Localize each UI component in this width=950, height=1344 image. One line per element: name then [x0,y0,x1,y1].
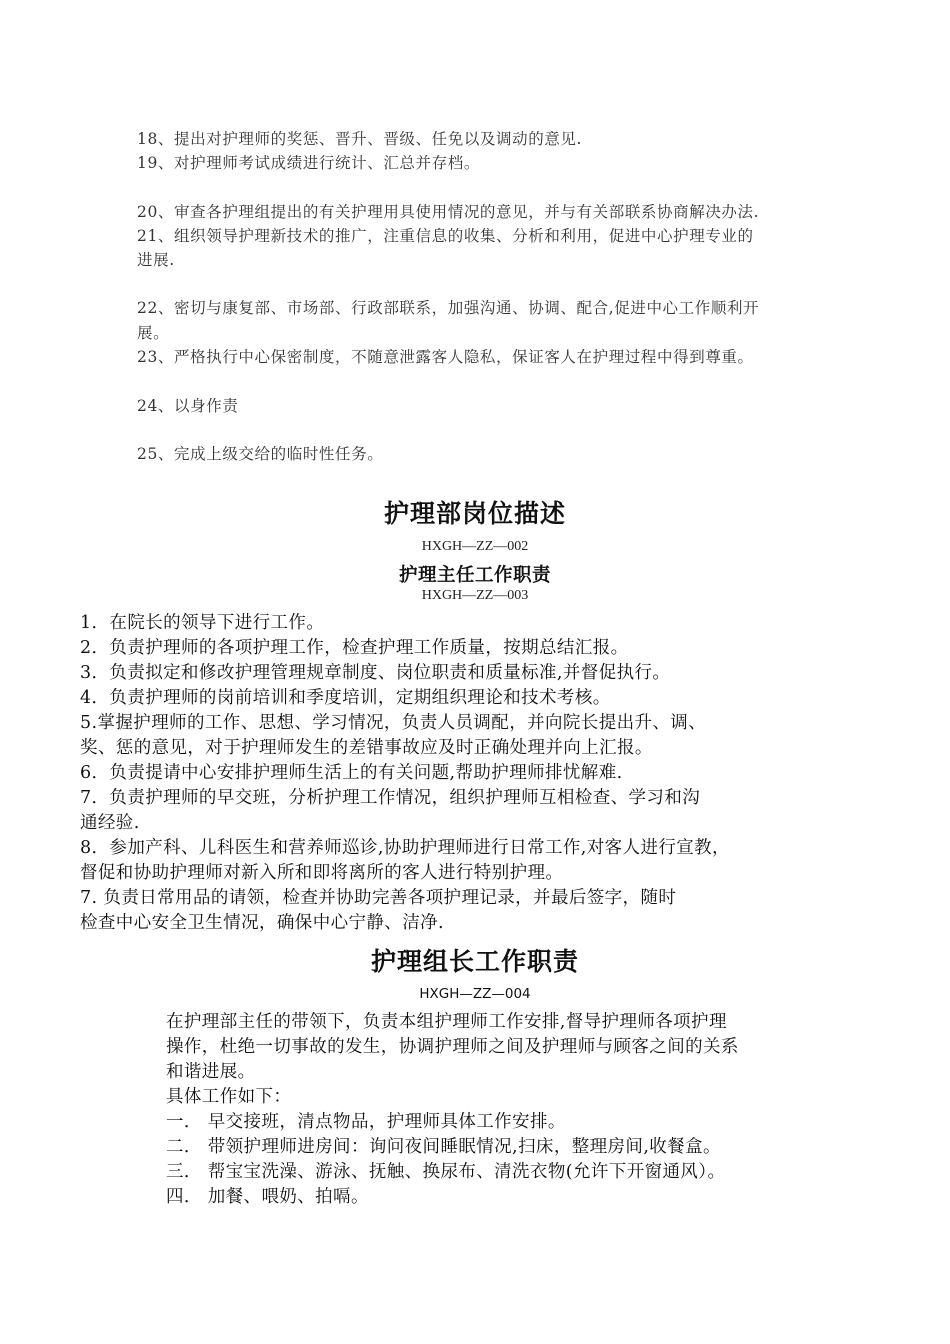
duty-line: 二． 带领护理师进房间：询问夜间睡眠情况,扫床，整理房间,收餐盒。 [166,1137,721,1157]
duty-line: 具体工作如下： [166,1087,292,1107]
list-item: 21、组织领导护理新技术的推广，注重信息的收集、分析和利用，促进中心护理专业的 [137,227,754,245]
duty-line: 四． 加餐、喂奶、拍嗝。 [166,1187,369,1207]
duty-line: 4．负责护理师的岗前培训和季度培训，定期组织理论和技术考核。 [80,688,611,708]
duty-line: 7．负责护理师的早交班，分析护理工作情况，组织护理师互相检查、学习和沟 [80,788,701,808]
document-code: HXGH—ZZ—003 [421,588,529,603]
duty-line: 和谐进展。 [166,1062,256,1082]
list-item: 25、完成上级交给的临时性任务。 [137,445,384,463]
section-title: 护理主任工作职责 [398,565,551,586]
list-item: 23、严格执行中心保密制度，不随意泄露客人隐私，保证客人在护理过程中得到尊重。 [137,348,754,366]
duty-line: 一． 早交接班，清点物品，护理师具体工作安排。 [166,1112,566,1132]
list-item: 展。 [137,324,170,342]
section-title: 护理组长工作职责 [370,947,579,976]
document-code: HXGH—ZZ—002 [421,539,529,554]
duty-line: 三． 帮宝宝洗澡、游泳、抚触、换尿布、清洗衣物(允许下开窗通风）。 [166,1162,726,1182]
duty-line: 5.掌握护理师的工作、思想、学习情况，负责人员调配，并向院长提出升、调、 [80,713,707,733]
duty-line: 8．参加产科、儿科医生和营养师巡诊,协助护理师进行日常工作,对客人进行宣教， [80,838,730,858]
section-title: 护理部岗位描述 [383,499,566,528]
list-item: 22、密切与康复部、市场部、行政部联系，加强沟通、协调、配合,促进中心工作顺利开 [137,299,760,317]
duty-line: 奖、惩的意见，对于护理师发生的差错事故应及时正确处理并向上汇报。 [80,738,653,758]
list-item: 19、对护理师考试成绩进行统计、汇总并存档。 [137,154,480,172]
duty-line: 3．负责拟定和修改护理管理规章制度、岗位职责和质量标准,并督促执行。 [80,663,671,683]
list-item: 进展. [137,251,175,269]
duty-line: 检查中心安全卫生情况，确保中心宁静、洁净. [80,913,444,933]
duty-line: 7. 负责日常用品的请领，检查并协助完善各项护理记录，并最后签字，随时 [80,888,677,908]
document-code: HXGH—ZZ—004 [419,986,531,1002]
duty-line: 督促和协助护理师对新入所和即将离所的客人进行特别护理。 [80,863,564,883]
duty-line: 6．负责提请中心安排护理师生活上的有关问题,帮助护理师排忧解难. [80,763,623,783]
duty-line: 通经验. [80,813,140,833]
list-item: 24、以身作责 [137,397,239,415]
list-item: 18、提出对护理师的奖惩、晋升、晋级、任免以及调动的意见. [137,130,583,148]
duty-line: 操作，杜绝一切事故的发生，协调护理师之间及护理师与顾客之间的关系 [166,1037,739,1057]
list-item: 20、审查各护理组提出的有关护理用具使用情况的意见，并与有关部联系协商解决办法. [137,203,760,221]
duty-line: 1．在院长的领导下进行工作。 [80,613,325,633]
duty-line: 在护理部主任的带领下，负责本组护理师工作安排,督导护理师各项护理 [166,1012,727,1032]
duty-line: 2．负责护理师的各项护理工作，检查护理工作质量，按期总结汇报。 [80,638,629,658]
